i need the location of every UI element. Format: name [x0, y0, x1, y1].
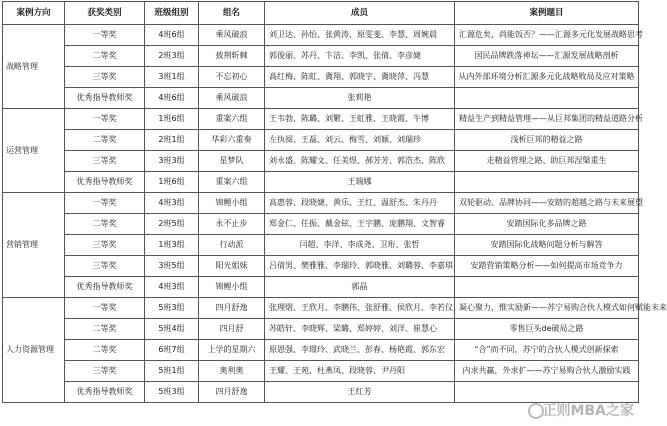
group-name-cell: 重案六组 [199, 172, 265, 193]
members-cell: 张莉艳 [265, 88, 455, 109]
table-row [3, 214, 639, 235]
table-row [3, 46, 639, 67]
class-cell: 2班5组 [145, 214, 199, 235]
award-cell: 三等奖 [65, 67, 145, 88]
table-row [3, 193, 639, 214]
case-title-cell: 安踏营销策略分析——如何提高市场竞争力 [455, 256, 639, 277]
group-name-cell: 四月舒逸 [199, 298, 265, 319]
group-name-cell: 锦鲤小组 [199, 277, 265, 298]
header-members: 成员 [265, 2, 455, 25]
class-cell: 5班4组 [145, 319, 199, 340]
class-cell: 4班6组 [145, 25, 199, 46]
table-row [3, 25, 639, 46]
group-name-cell: 四月舒 [199, 319, 265, 340]
case-title-cell [455, 172, 639, 193]
group-name-cell: 四月舒逸 [199, 382, 265, 403]
group-name-cell: 乘风破浪 [199, 25, 265, 46]
award-cell: 二等奖 [65, 214, 145, 235]
group-name-cell: 奥利奥 [199, 361, 265, 382]
table-row [3, 172, 639, 193]
header-award: 获奖类别 [65, 2, 145, 25]
members-cell: 郑金仁、任振、戴金铉、王宇鹏、庞鹏翔、文智睿 [265, 214, 455, 235]
class-cell: 1班6组 [145, 109, 199, 130]
award-cell: 优秀指导教师奖 [65, 88, 145, 109]
table-row [3, 67, 639, 88]
members-cell: 苏皓轩、李晓辉、梁璐、郑婷婷、刘洋、崔慧心 [265, 319, 455, 340]
group-name-cell: 阳光姐妹 [199, 256, 265, 277]
group-name-cell: 星梦队 [199, 151, 265, 172]
members-cell: 原恩强、李璟玲、武晓兰、彭春、杨艳霞、郭东宏 [265, 340, 455, 361]
award-cell: 一等奖 [65, 193, 145, 214]
case-title-cell: 浅析巨邦的精益之路 [455, 130, 639, 151]
direction-cell: 战略管理 [3, 25, 65, 109]
group-name-cell: 永不止步 [199, 214, 265, 235]
case-title-cell: 走精益管理之路、助巨邦涅槃重生 [455, 151, 639, 172]
table-row [3, 298, 639, 319]
members-cell: 王红芳 [265, 382, 455, 403]
case-title-cell: 汇源危矣，尚能饭否？——汇源多元化发展战略思考 [455, 25, 639, 46]
direction-cell: 营销管理 [3, 193, 65, 298]
case-title-cell: 内求共赢，外求扩——苏宁易购合伙人激励实践 [455, 361, 639, 382]
header-group-name: 组名 [199, 2, 265, 25]
case-title-cell [455, 88, 639, 109]
class-cell: 4班3组 [145, 277, 199, 298]
group-name-cell: 乘风破浪 [199, 88, 265, 109]
award-cell: 一等奖 [65, 109, 145, 130]
table-row [3, 277, 639, 298]
case-title-cell: 从内外部环境分析汇源多元化战略败局及应对策略 [455, 67, 639, 88]
members-cell: 高惠蓉、段晓婕、黄乐、王红、温舒杰、朱丹丹 [265, 193, 455, 214]
case-title-cell: 双轮驱动、品牌协同——安踏的超越之路与未来展望 [455, 193, 639, 214]
table-row [3, 340, 639, 361]
members-cell: 郭俊丽、苏丹、卞洁、李凯、张倩、李彦婕 [265, 46, 455, 67]
table-row [3, 319, 639, 340]
award-cell: 二等奖 [65, 340, 145, 361]
table-row [3, 361, 639, 382]
table-row [3, 151, 639, 172]
class-cell: 2班3组 [145, 46, 199, 67]
members-cell: 王耀、王苑、杜燕凤、段晓蓉、尹丹阳 [265, 361, 455, 382]
members-cell: 刘卫达、孙怡、张黄涛、原雯斐、李慧、周婉晨 [265, 25, 455, 46]
class-cell: 5班1组 [145, 361, 199, 382]
class-cell: 6班7组 [145, 340, 199, 361]
table-row [3, 256, 639, 277]
class-cell: 3班5组 [145, 256, 199, 277]
header-case-title: 案例题目 [455, 2, 639, 25]
case-title-cell: 安踏国际化战略问题分析与解答 [455, 235, 639, 256]
header-class: 班级组别 [145, 2, 199, 25]
members-cell: 王瑞娜 [265, 172, 455, 193]
direction-cell: 人力资源管理 [3, 298, 65, 403]
table-row [3, 109, 639, 130]
members-cell: 张理熠、王欣月、李鹏伟、张舒雅、侯欣月、李若仪 [265, 298, 455, 319]
class-cell: 4班3组 [145, 193, 199, 214]
group-name-cell: 锦鲤小组 [199, 193, 265, 214]
award-cell: 三等奖 [65, 151, 145, 172]
header-row [3, 2, 639, 25]
case-title-cell: 零售巨头de破局之路 [455, 319, 639, 340]
class-cell: 2班1组 [145, 130, 199, 151]
table-row [3, 130, 639, 151]
awards-table [2, 1, 667, 403]
watermark: 正则MBA之家 [542, 403, 634, 419]
members-cell: 闫超、李洋、李成尧、卫珩、张哲 [265, 235, 455, 256]
table-body [3, 25, 667, 403]
award-cell: 二等奖 [65, 46, 145, 67]
class-cell: 5班3组 [145, 382, 199, 403]
case-title-cell: 精益生产到精益管理——从巨邦集团的精益道路分析 [455, 109, 639, 130]
class-cell: 1班6组 [145, 172, 199, 193]
direction-cell: 运营管理 [3, 109, 65, 193]
award-cell: 三等奖 [65, 361, 145, 382]
members-cell: 王韦勃、陈璐、刘繁、王虹雅、王晓霞、牛博 [265, 109, 455, 130]
class-cell: 4班6组 [145, 88, 199, 109]
members-cell: 左执阅、王磊、刘云、梅雪、刘颖、刘瑞珍 [265, 130, 455, 151]
case-title-cell: 国民品牌跌落神坛——汇源发展战略剖析 [455, 46, 639, 67]
class-cell: 1班3组 [145, 235, 199, 256]
award-cell: 二等奖 [65, 319, 145, 340]
members-cell: 高红梅、陈虹、冀翔、郭晓宇、冀晓萍、冯慧 [265, 67, 455, 88]
award-cell: 一等奖 [65, 25, 145, 46]
members-cell: 刘永盛、陈耀文、任美煜、郝芳芳、郭浩杰、陈欣 [265, 151, 455, 172]
group-name-cell: 华彩六重奏 [199, 130, 265, 151]
award-cell: 优秀指导教师奖 [65, 277, 145, 298]
award-cell: 优秀指导教师奖 [65, 172, 145, 193]
table-row [3, 235, 639, 256]
case-title-cell [455, 277, 639, 298]
class-cell: 3班1组 [145, 67, 199, 88]
members-cell: 郭晶 [265, 277, 455, 298]
award-cell: 优秀指导教师奖 [65, 382, 145, 403]
group-name-cell: 不忘初心 [199, 67, 265, 88]
group-name-cell: 披荆斩棘 [199, 46, 265, 67]
awards-table-container [2, 1, 667, 403]
table-row [3, 88, 639, 109]
group-name-cell: 上学的星期六 [199, 340, 265, 361]
class-cell: 3班3组 [145, 151, 199, 172]
group-name-cell: 重案六组 [199, 109, 265, 130]
header-direction: 案例方向 [3, 2, 65, 25]
case-title-cell: “合”而不同，苏宁的合伙人模式创新探索 [455, 340, 639, 361]
case-title-cell: 安踏国际化多品牌之路 [455, 214, 639, 235]
award-cell: 二等奖 [65, 130, 145, 151]
award-cell: 一等奖 [65, 298, 145, 319]
award-cell: 三等奖 [65, 235, 145, 256]
group-name-cell: 行动派 [199, 235, 265, 256]
case-title-cell: 凝心聚力，惟实励新——苏宁易购合伙人模式如何赋能未来 [455, 298, 639, 319]
class-cell: 5班3组 [145, 298, 199, 319]
members-cell: 吕倩男、樊雅雅、李瑞玲、郭晓雅、刘璐蓉、李嘉琪 [265, 256, 455, 277]
award-cell: 三等奖 [65, 256, 145, 277]
